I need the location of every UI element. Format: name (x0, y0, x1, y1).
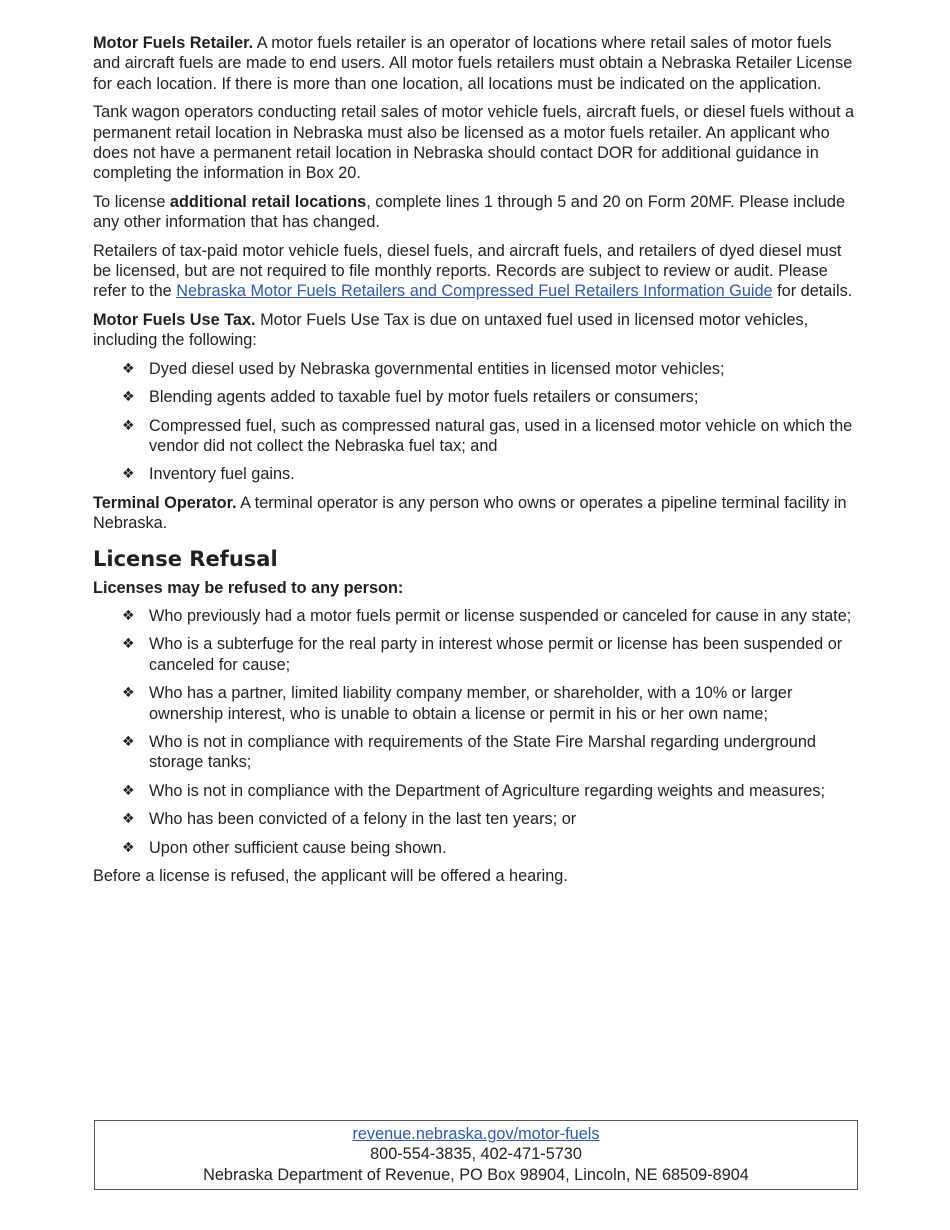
retailer-paragraph (93, 33, 863, 94)
list-item (93, 416, 863, 457)
tank-wagon-paragraph: Tank wagon operators conducting retail sales of motor vehicle fuels, aircraft fuels, or diesel fuels without a permanent retail location in Nebraska must also be licensed as a motor fuels retailer. An applicant who does not have a permanent retail location in Nebraska should contact DOR for additional guidance in completing the information in Box 20. (93, 103, 855, 183)
list-item (93, 464, 863, 484)
list-item-text: Who previously had a motor fuels permit or license suspended or canceled for cause in any state; (149, 606, 852, 625)
retailers-paragraph (93, 241, 863, 302)
additional-bold: additional retail locations (169, 192, 367, 211)
use-tax-text: Motor Fuels Use Tax is due on untaxed fuel used in licensed motor vehicles, including the following: (93, 310, 809, 350)
list-item-text: Who is not in compliance with requirements of the State Fire Marshal regarding underground storage tanks; (149, 732, 816, 772)
retailer-text: A motor fuels retailer is an operator of locations where retail sales of motor fuels and aircraft fuels are made to end users. All motor fuels retailers must obtain a Nebraska Retailer License for each location. If there is more than one location, all locations must be indicated on the application. (93, 34, 853, 93)
diamond-bullet-icon: ❖ (122, 811, 135, 828)
footer-website-link[interactable]: revenue.nebraska.gov/motor-fuels (352, 1125, 600, 1143)
diamond-bullet-icon: ❖ (122, 466, 135, 483)
footer-address: Nebraska Department of Revenue, PO Box 98904, Lincoln, NE 68509-8904 (203, 1165, 749, 1184)
diamond-bullet-icon: ❖ (122, 636, 135, 653)
list-item-text: Compressed fuel, such as compressed natural gas, used in a licensed motor vehicle on which the vendor did not collect the Nebraska fuel tax; and (149, 416, 853, 455)
footer-phones: 800-554-3835, 402-471-5730 (370, 1145, 582, 1164)
list-item (93, 683, 863, 724)
list-item (93, 387, 863, 407)
diamond-bullet-icon: ❖ (122, 685, 135, 702)
list-item (93, 634, 863, 675)
diamond-bullet-icon: ❖ (122, 733, 135, 750)
information-guide-link[interactable]: Nebraska Motor Fuels Retailers and Compressed Fuel Retailers Information Guide (176, 282, 773, 301)
diamond-bullet-icon: ❖ (122, 839, 135, 856)
refusal-closing: Before a license is refused, the applicant will be offered a hearing. (93, 867, 568, 885)
diamond-bullet-icon: ❖ (122, 782, 135, 799)
refusal-list (93, 606, 863, 858)
retailers-suffix: for details. (772, 282, 853, 301)
list-item-text: Upon other sufficient cause being shown. (149, 838, 447, 857)
refusal-subheading (93, 578, 863, 598)
use-tax-list (93, 359, 863, 485)
list-item-text: Who has a partner, limited liability company member, or shareholder, with a 10% or larger ownership interest, who is unable to obtain a license or permit in his or her own name; (149, 684, 793, 723)
list-item (93, 606, 863, 626)
retailers-text: Retailers of tax-paid motor vehicle fuels, diesel fuels, and aircraft fuels, and retailers of dyed diesel must be licensed, but are not required to file monthly reports. Records are subject to review or audit. Please refer to the (93, 241, 842, 301)
list-item-text: Who is not in compliance with the Department of Agriculture regarding weights and measures; (149, 781, 826, 800)
diamond-bullet-icon: ❖ (122, 607, 135, 624)
list-item (93, 732, 863, 773)
diamond-bullet-icon: ❖ (122, 360, 135, 377)
terminal-paragraph (93, 493, 863, 534)
list-item (93, 809, 863, 829)
refusal-subheading-text: Licenses may be refused to any person: (93, 578, 404, 597)
terminal-text: A terminal operator is any person who owns or operates a pipeline terminal facility in Nebraska. (93, 493, 847, 533)
list-item-text: Who is a subterfuge for the real party in interest whose permit or license has been suspended or canceled for cause; (149, 635, 843, 674)
use-tax-title: Motor Fuels Use Tax. (93, 310, 256, 329)
diamond-bullet-icon: ❖ (122, 389, 135, 406)
list-item (93, 838, 863, 858)
use-tax-paragraph (93, 310, 863, 351)
document-body (93, 33, 863, 894)
list-item-text: Inventory fuel gains. (149, 465, 295, 484)
list-item (93, 781, 863, 801)
footer-contact-box (94, 1120, 858, 1190)
retailer-title: Motor Fuels Retailer. (93, 34, 254, 52)
list-item (93, 359, 863, 379)
diamond-bullet-icon: ❖ (122, 417, 135, 434)
license-refusal-heading: License Refusal (93, 546, 278, 571)
additional-prefix: To license (93, 192, 170, 211)
list-item-text: Who has been convicted of a felony in the last ten years; or (149, 810, 577, 829)
additional-suffix: , complete lines 1 through 5 and 20 on Form 20MF. Please include any other information that has changed. (93, 192, 846, 232)
list-item-text: Blending agents added to taxable fuel by motor fuels retailers or consumers; (149, 388, 699, 407)
list-item-text: Dyed diesel used by Nebraska governmental entities in licensed motor vehicles; (149, 359, 725, 378)
terminal-title: Terminal Operator. (93, 493, 237, 512)
additional-locations-paragraph (93, 192, 863, 233)
